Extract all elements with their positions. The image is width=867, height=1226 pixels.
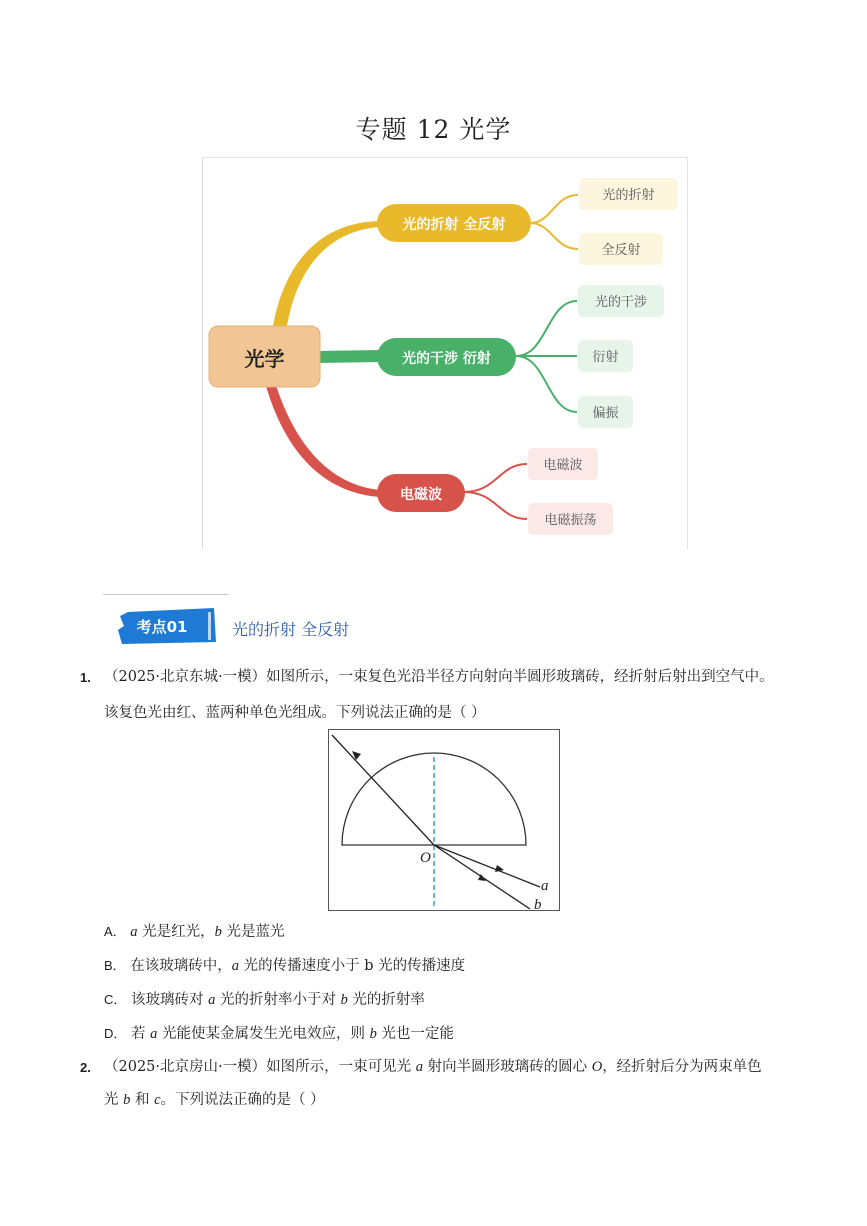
- badge-stripe: [208, 612, 211, 640]
- var-b: b: [369, 1026, 377, 1042]
- figure-frame: [329, 730, 560, 911]
- leaf-label-polarization: 偏振: [592, 406, 619, 421]
- option-text: 在该玻璃砖中，: [130, 958, 232, 974]
- option-a[interactable]: [104, 920, 285, 941]
- section-title: 光的折射 全反射: [232, 620, 350, 639]
- question-text: 和: [130, 1092, 155, 1108]
- leaf-label-diffraction: 衍射: [592, 350, 619, 365]
- option-text: 若: [131, 1026, 151, 1042]
- option-text: 该玻璃砖对: [131, 992, 209, 1008]
- branch-label-refraction: 光的折射 全反射: [402, 217, 506, 233]
- option-letter: B．: [104, 958, 126, 973]
- connector-interference: [317, 350, 380, 363]
- branch-label-em: 电磁波: [400, 487, 442, 503]
- option-b[interactable]: [104, 954, 465, 975]
- question-text-line: [104, 1056, 762, 1078]
- var-a: a: [231, 958, 240, 974]
- option-text: 光的传播速度小于 b 光的传播速度: [239, 958, 466, 974]
- option-text: 光的折射率: [347, 992, 425, 1008]
- branch-label-interference: 光的干涉 衍射: [402, 351, 491, 367]
- question-number: 2.: [80, 1060, 91, 1075]
- section-badge: [118, 608, 218, 644]
- option-d[interactable]: [104, 1022, 454, 1043]
- question-text: 射向半圆形玻璃砖的圆心: [422, 1059, 592, 1075]
- mind-map: [202, 157, 688, 549]
- option-letter: D．: [104, 1026, 127, 1041]
- question-text: ，经折射后分为两束单色: [602, 1059, 762, 1075]
- question-text-line: [104, 1089, 325, 1111]
- option-text: 光也一定能: [376, 1026, 454, 1042]
- question-number: 1.: [80, 670, 91, 685]
- question-text-line: （2025·北京东城·一模）如图所示，一束复色光沿半径方向射向半圆形玻璃砖，经折射后射出到空气中。: [104, 669, 774, 685]
- figure-semicircle-prism: [328, 729, 560, 911]
- option-letter: A．: [104, 924, 126, 939]
- label-ray-b: b: [534, 897, 542, 911]
- leaf-label-total-reflection: 全反射: [601, 243, 641, 258]
- option-text: 光能使某金属发生光电效应，则: [157, 1026, 370, 1042]
- var-b: b: [123, 1092, 131, 1108]
- var-b: b: [214, 924, 222, 940]
- var-b: b: [340, 992, 348, 1008]
- var-o: O: [591, 1059, 603, 1075]
- leaf-label-em-oscillation: 电磁振荡: [544, 513, 597, 528]
- question-text: 。下列说法正确的是（ ）: [160, 1092, 325, 1108]
- leaf-label-refraction: 光的折射: [602, 188, 655, 203]
- option-text: 光是蓝光: [221, 924, 285, 940]
- var-c: c: [154, 1092, 161, 1108]
- var-a: a: [208, 992, 216, 1008]
- root-label: 光学: [244, 347, 285, 371]
- question-text: （2025·北京房山·一模）如图所示，一束可见光: [104, 1059, 416, 1075]
- var-a: a: [130, 924, 138, 940]
- option-text: 光是红光，: [137, 924, 215, 940]
- badge-label: 考点01: [136, 618, 188, 636]
- section-rule: [103, 594, 229, 595]
- leaf-label-interference: 光的干涉: [594, 295, 648, 310]
- question-text: 光: [104, 1092, 124, 1108]
- label-center-o: O: [420, 850, 431, 866]
- var-a: a: [415, 1059, 423, 1075]
- question-text-line: 该复色光由红、蓝两种单色光组成。下列说法正确的是（ ）: [104, 705, 486, 721]
- label-ray-a: a: [541, 878, 549, 894]
- var-a: a: [150, 1026, 158, 1042]
- option-letter: C．: [104, 992, 127, 1007]
- option-c[interactable]: [104, 988, 425, 1009]
- option-text: 光的折射率小于对: [215, 992, 341, 1008]
- page-title: 专题 12 光学: [355, 115, 512, 144]
- leaf-label-em-wave: 电磁波: [543, 458, 583, 473]
